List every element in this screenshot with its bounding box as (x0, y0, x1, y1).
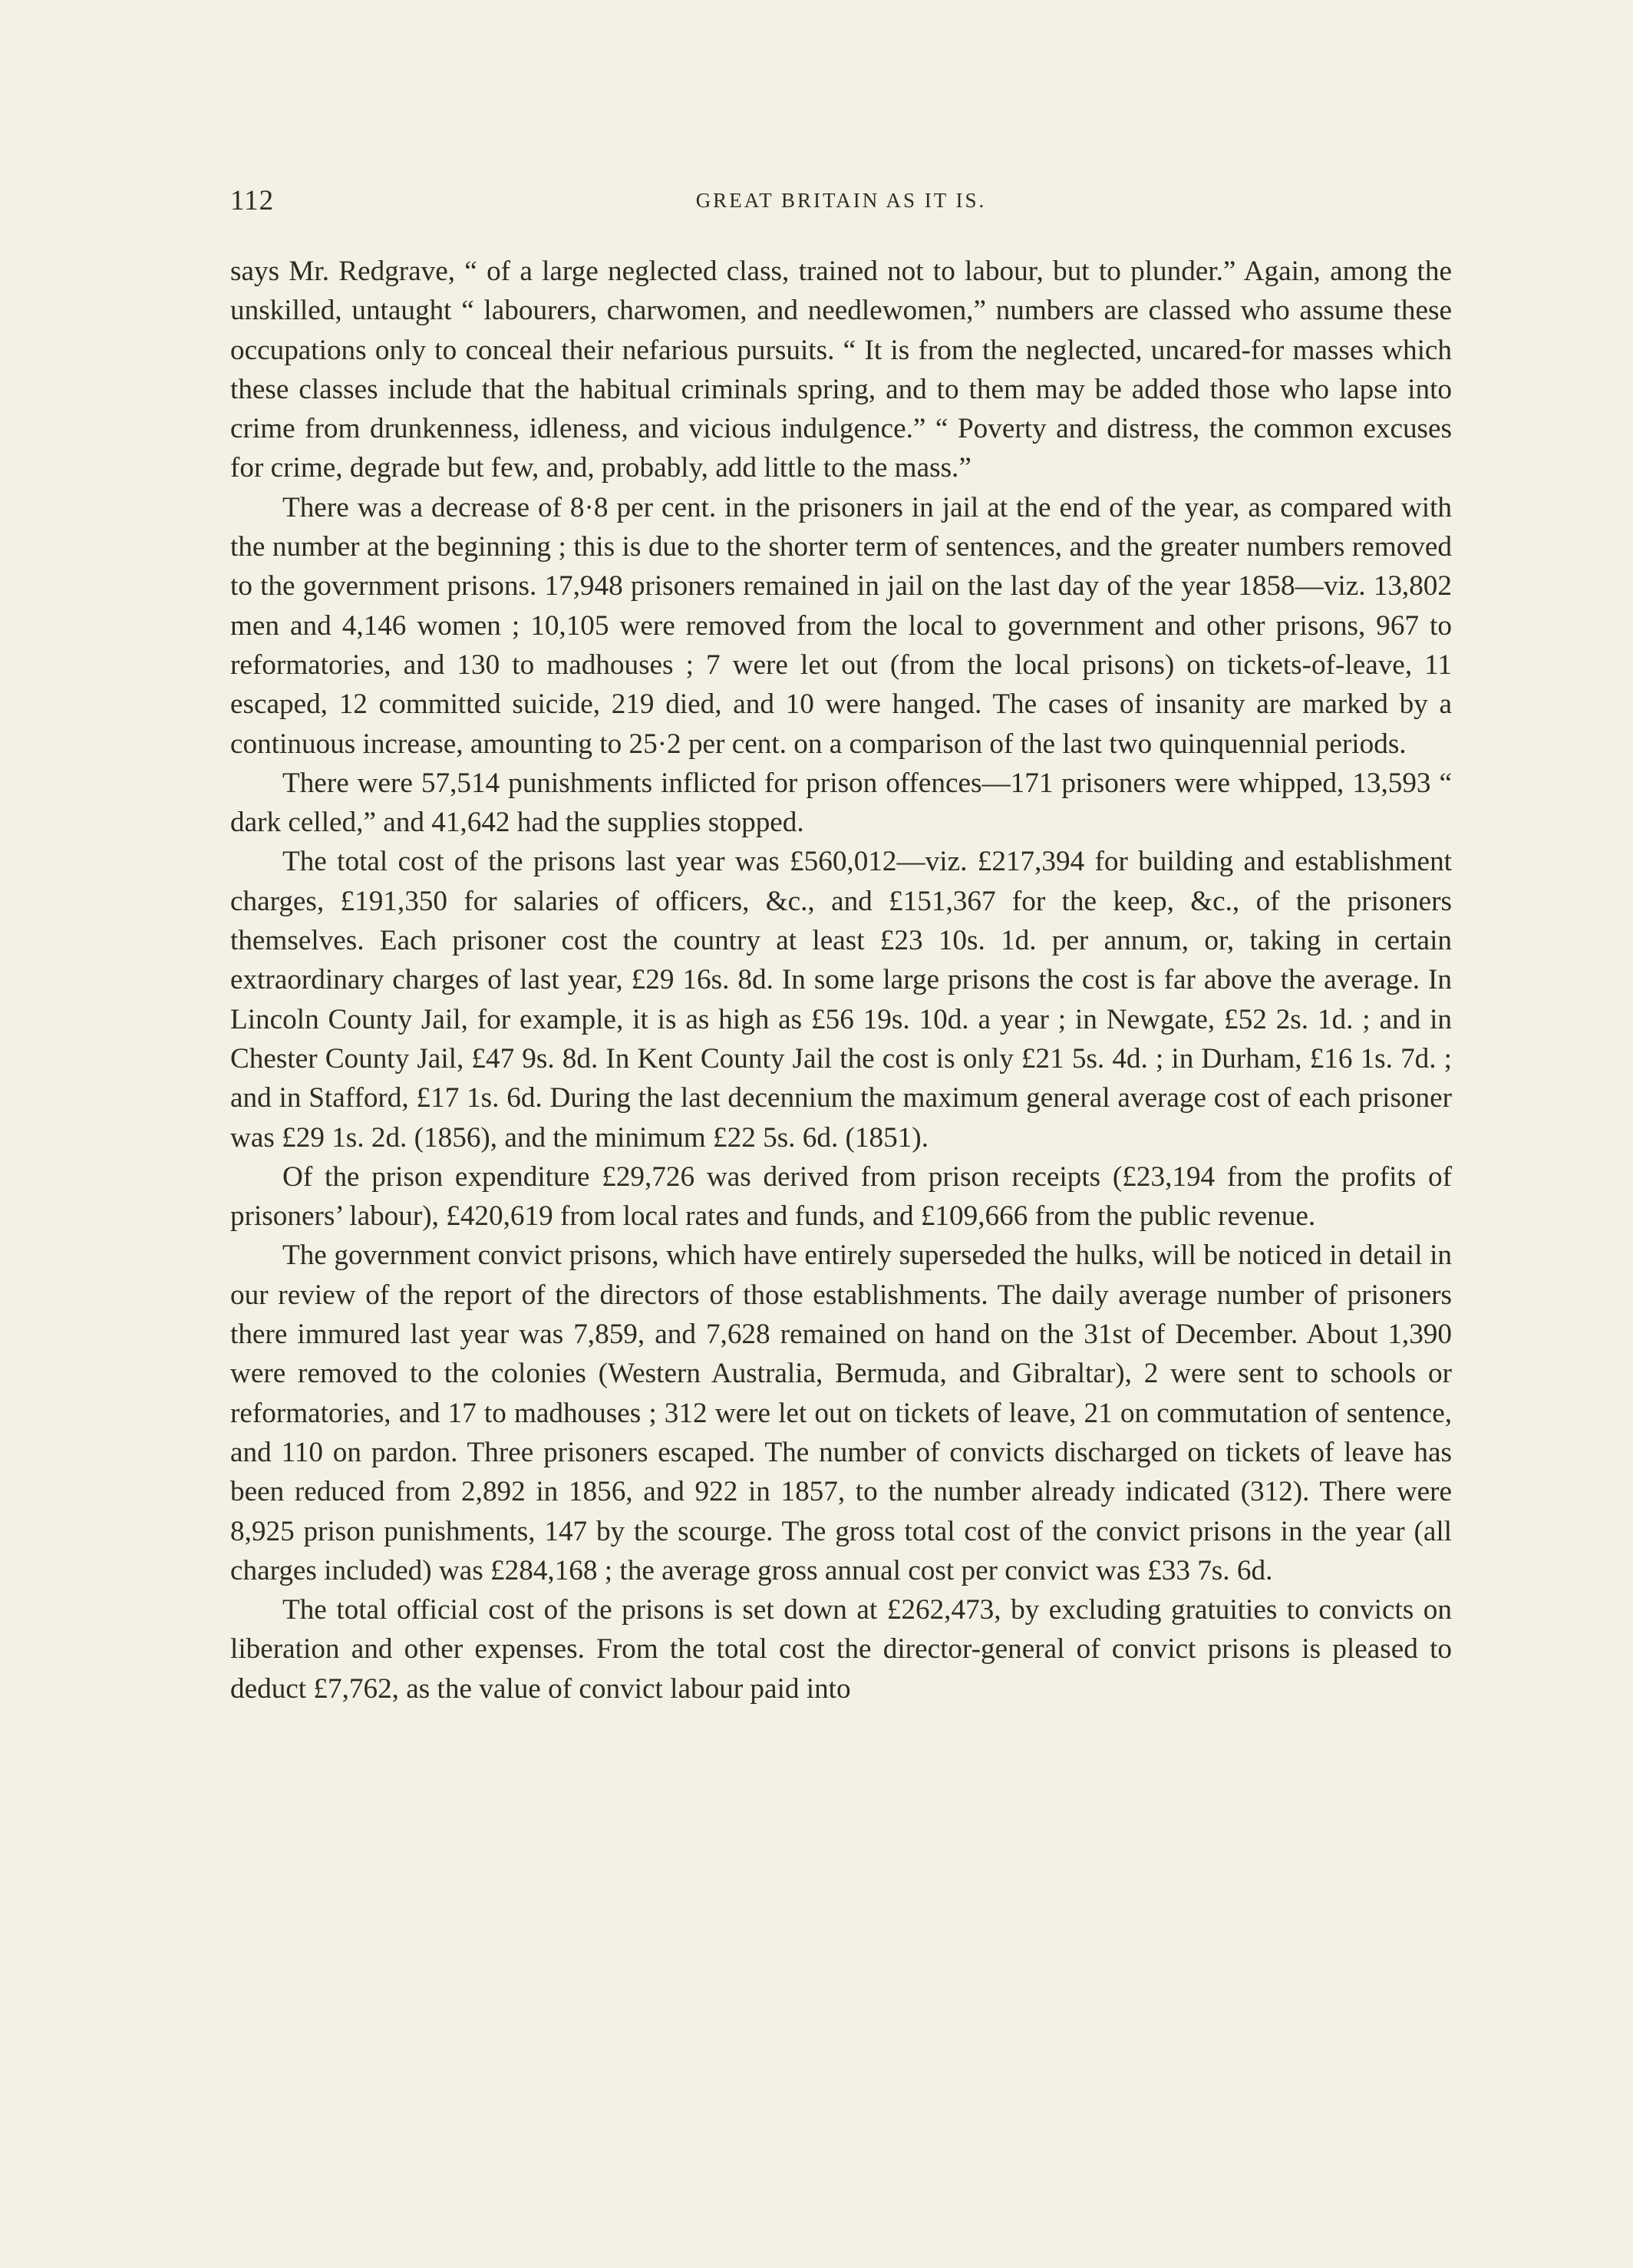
paragraph-convict-prisons: The government convict prisons, which have entirely superseded the hulks, will be noticed in detail in our review of the report of the directors of those establishments. The daily average number of prisoners there immured last year was 7,859, and 7,628 remained on hand on the 31st of December. About 1,390 were removed to the colonies (Western Australia, Bermuda, and Gibraltar), 2 were sent to schools or reformatories, and 17 to madhouses ; 312 were let out on tickets of leave, 21 on commutation of sentence, and 110 on pardon. Three prisoners escaped. The number of convicts discharged on tickets of leave has been reduced from 2,892 in 1856, and 922 in 1857, to the number already indicated (312). There were 8,925 prison punishments, 147 by the scourge. The gross total cost of the convict prisons in the year (all charges included) was £284,168 ; the average gross annual cost per convict was £33 7s. 6d. (230, 1240, 1452, 1586)
paragraph-punishments: There were 57,514 punishments inflicted for prison offences—171 prisoners were whipped, 13,593 “ dark celled,” and 41,642 had the supplies stopped. (230, 767, 1452, 839)
body-text (230, 252, 1452, 1708)
running-title: GREAT BRITAIN AS IT IS. (695, 189, 987, 212)
paragraph-prisoner-decrease: There was a decrease of 8·8 per cent. in the prisoners in jail at the end of the year, as compared with the number at the beginning ; this is due to the shorter term of sentences, and the greater numbers removed to the government prisons. 17,948 prisoners remained in jail on the last day of the year 1858—viz. 13,802 men and 4,146 women ; 10,105 were removed from the local to government and other prisons, 967 to reformatories, and 130 to madhouses ; 7 were let out (from the local prisons) on tickets-of-leave, 11 escaped, 12 committed suicide, 219 died, and 10 were hanged. The cases of insanity are marked by a continuous increase, amounting to 25·2 per cent. on a comparison of the last two quinquennial periods. (230, 491, 1452, 760)
paragraph-official-cost: The total official cost of the prisons is set down at £262,473, by excluding gratuities to convicts on liberation and other expenses. From the total cost the director-general of convict prisons is pleased to deduct £7,762, as the value of convict labour paid into (230, 1594, 1452, 1705)
book-page (230, 184, 1452, 1708)
page-number: 112 (230, 185, 275, 216)
paragraph-redgrave-quote: says Mr. Redgrave, “ of a large neglected class, trained not to labour, but to plunder.” Again, among the unskilled, untaught “ labourers, charwomen, and needlewomen,” numbers are classed who assume these occupations only to conceal their nefarious pursuits. “ It is from the neglected, uncared-for masses which these classes include that the habitual criminals spring, and to them may be added those who lapse into crime from drunkenness, idleness, and vicious indulgence.” “ Poverty and distress, the common excuses for crime, degrade but few, and, probably, add little to the mass.” (230, 256, 1452, 484)
running-head (230, 184, 1452, 230)
paragraph-total-cost: The total cost of the prisons last year was £560,012—viz. £217,394 for building and establishment charges, £191,350 for salaries of officers, &c., and £151,367 for the keep, &c., of the prisoners themselves. Each prisoner cost the country at least £23 10s. 1d. per annum, or, taking in certain extraordinary charges of last year, £29 16s. 8d. In some large prisons the cost is far above the average. In Lincoln County Jail, for example, it is as high as £56 19s. 10d. a year ; in Newgate, £52 2s. 1d. ; and in Chester County Jail, £47 9s. 8d. In Kent County Jail the cost is only £21 5s. 4d. ; in Durham, £16 1s. 7d. ; and in Stafford, £17 1s. 6d. During the last decennium the maximum general average cost of each prisoner was £29 1s. 2d. (1856), and the minimum £22 5s. 6d. (1851). (230, 846, 1452, 1154)
paragraph-expenditure: Of the prison expenditure £29,726 was derived from prison receipts (£23,194 from the profits of prisoners’ labour), £420,619 from local rates and funds, and £109,666 from the public revenue. (230, 1160, 1452, 1233)
